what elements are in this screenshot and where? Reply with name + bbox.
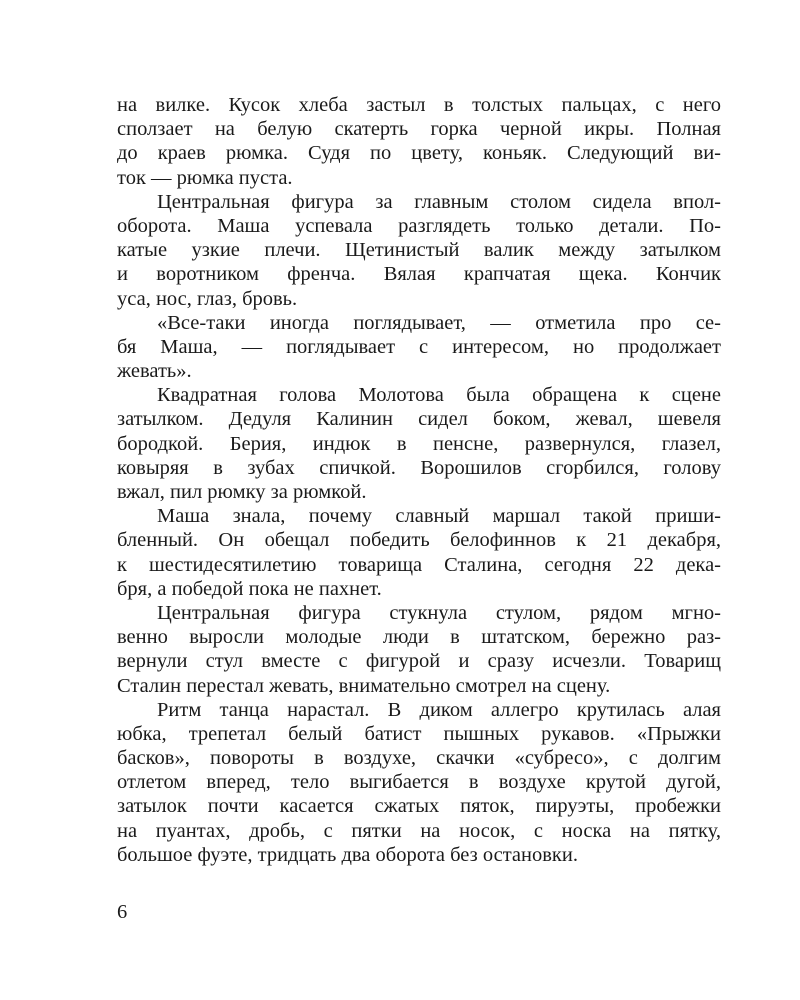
text-line: на вилке. Кусок хлеба застыл в толстых пальцах, с него (117, 94, 721, 116)
text-line: Квадратная голова Молотова была обращена к сцене (157, 384, 721, 407)
text-line: оборота. Маша успевала разглядеть только детали. По- (117, 214, 721, 237)
text-line: затылком. Дедуля Калинин сидел боком, жевал, шевеля (117, 408, 721, 431)
text-line: затылок почти касается сжатых пяток, пируэты, пробежки (117, 795, 721, 818)
text-line: отлетом вперед, тело выгибается в воздухе крутой дугой, (117, 771, 721, 794)
paragraph-5 (117, 504, 721, 601)
text-line: юбка, трепетал белый батист пышных рукавов. «Прыжки (117, 722, 721, 745)
text-line: вернули стул вместе с фигурой и сразу исчезли. Товарищ (117, 650, 721, 673)
text-line: уса, нос, глаз, бровь. (117, 287, 298, 310)
text-line: Сталин перестал жевать, внимательно смотрел на сцену. (117, 674, 611, 697)
text-line: катые узкие плечи. Щетинистый валик между затылком (117, 239, 721, 262)
text-line: на пуантах, дробь, с пятки на носок, с носка на пятку, (117, 819, 721, 842)
text-line: Ритм танца нарастал. В диком аллегро крутилась алая (157, 698, 721, 721)
text-line: Центральная фигура стукнула стулом, рядом мгно- (157, 601, 721, 624)
text-line: бленный. Он обещал победить белофиннов к 21 декабря, (117, 529, 721, 552)
paragraph-4 (117, 383, 721, 504)
text-line: ковыряя в зубах спичкой. Ворошилов сгорбился, голову (117, 456, 721, 479)
text-line: венно выросли молодые люди в штатском, бережно раз- (117, 626, 721, 649)
text-line: вжал, пил рюмку за рюмкой. (117, 481, 367, 503)
text-line: и воротником френча. Вялая крапчатая щека. Кончик (117, 263, 721, 286)
text-line: до краев рюмка. Судя по цвету, коньяк. Следующий ви- (117, 142, 721, 165)
text-line: Центральная фигура за главным столом сидела впол- (157, 190, 721, 213)
paragraph-6 (117, 601, 721, 698)
text-line: бородкой. Берия, индюк в пенсне, развернулся, глазел, (117, 432, 721, 455)
paragraph-1 (117, 93, 721, 190)
text-line: сползает на белую скатерть горка черной икры. Полная (117, 118, 721, 141)
text-line: ток — рюмка пуста. (117, 166, 293, 189)
text-line: жевать». (117, 360, 192, 383)
paragraph-7 (117, 698, 721, 867)
paragraph-2 (117, 190, 721, 311)
text-line: басков», повороты в воздухе, скачки «субресо», с долгим (117, 747, 721, 770)
text-line: к шестидесятилетию товарища Сталина, сегодня 22 дека- (117, 553, 721, 576)
text-line: «Все-таки иногда поглядывает, — отметила про се- (157, 311, 721, 334)
text-line: большое фуэте, тридцать два оборота без остановки. (117, 843, 578, 866)
text-line: бря, а победой пока не пахнет. (117, 577, 382, 600)
page-body (117, 93, 721, 867)
text-line: Маша знала, почему славный маршал такой приши- (157, 505, 721, 528)
paragraph-3 (117, 311, 721, 384)
text-line: бя Маша, — поглядывает с интересом, но продолжает (117, 335, 721, 358)
page-number: 6 (117, 901, 128, 923)
